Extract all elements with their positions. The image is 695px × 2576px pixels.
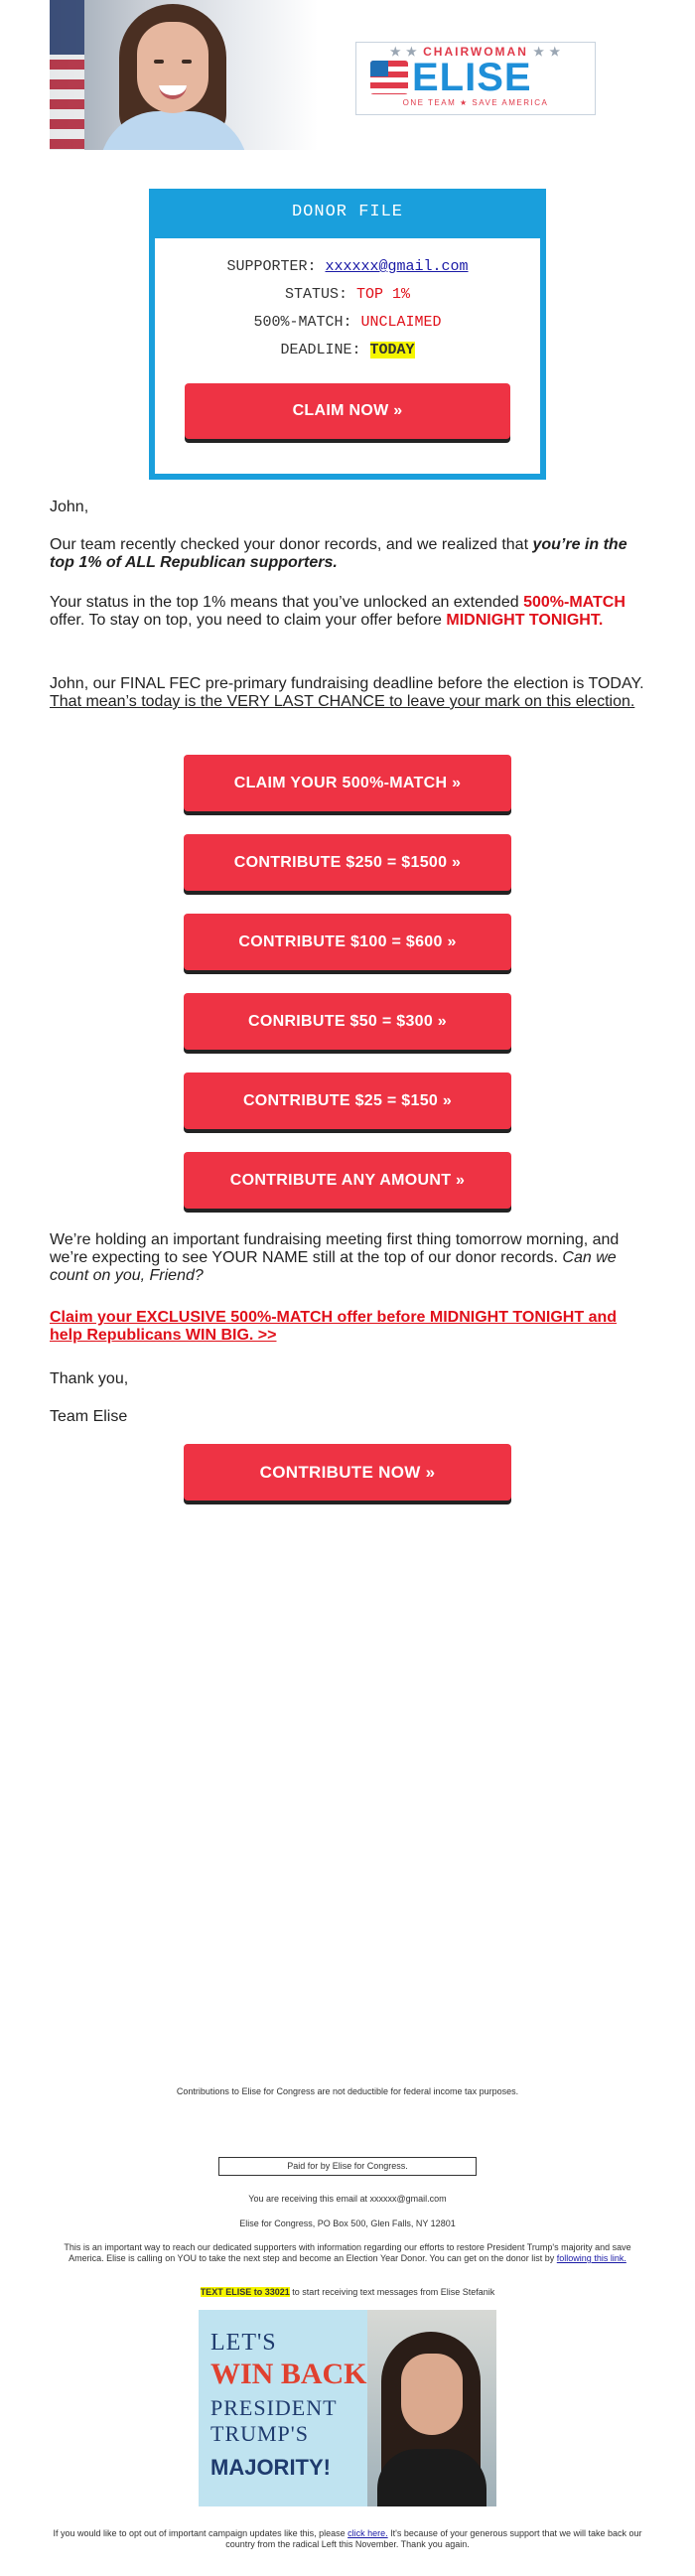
promo-line-2: WIN BACK	[210, 2358, 367, 2390]
email-container	[50, 0, 645, 2549]
promo-line-1: LET'S	[210, 2330, 277, 2356]
paragraph-4: We’re holding an important fundraising meeting first thing tomorrow morning, and we’re expecting to see YOUR NAME still at the top of our donor records. Can we count on you, Friend?	[50, 1231, 620, 1284]
promo-line-3: PRESIDENT	[210, 2395, 338, 2420]
deadline-row: DEADLINE: TODAY	[280, 342, 415, 358]
logo-name: ELISE	[412, 56, 532, 99]
flag-icon	[370, 61, 408, 94]
tax-disclaimer: Contributions to Elise for Congress are not deductible for federal income tax purposes.	[176, 2086, 519, 2096]
contribute-50-button[interactable]: CONRIBUTE $50 = $300 »	[184, 993, 511, 1050]
claim-now-button[interactable]: CLAIM NOW »	[185, 383, 510, 439]
claim-match-button[interactable]: CLAIM YOUR 500%-MATCH »	[184, 755, 511, 811]
text-keyword: TEXT ELISE to 33021	[200, 2287, 290, 2297]
donor-file-box	[149, 189, 546, 480]
supporter-email-link[interactable]: xxxxxx@gmail.com	[325, 258, 469, 275]
donor-list-link[interactable]: following this link.	[556, 2253, 626, 2263]
paragraph-1: Our team recently checked your donor records, and we realized that you’re in the top 1% of ALL Republican supporters.	[50, 536, 627, 571]
promo-candidate-photo	[367, 2310, 496, 2506]
match-row: 500%-MATCH: UNCLAIMED	[253, 314, 442, 331]
text-signup: TEXT ELISE to 33021 to start receiving text messages from Elise Stefanik	[200, 2287, 495, 2297]
promo-banner[interactable]	[199, 2310, 496, 2506]
donor-file-title: DONOR FILE	[291, 203, 404, 221]
logo-tagline: ONE TEAM ★ SAVE AMERICA	[402, 98, 549, 107]
flag-backdrop	[50, 0, 84, 150]
mailing-address: Elise for Congress, PO Box 500, Glen Falls, NY 12801	[239, 2218, 456, 2228]
deadline-value: TODAY	[369, 342, 415, 358]
contribute-250-button[interactable]: CONTRIBUTE $250 = $1500 »	[184, 834, 511, 891]
paragraph-2: Your status in the top 1% means that you’ve unlocked an extended 500%-MATCH offer. To stay on top, you need to claim your offer before MIDNIGHT TONIGHT.	[50, 594, 626, 629]
contribute-25-button[interactable]: CONTRIBUTE $25 = $150 »	[184, 1073, 511, 1129]
signoff-text: Team Elise	[50, 1408, 128, 1425]
optout-notice: If you would like to opt out of important campaign updates like this, please click here. It's because of your generous support that we will take back our country from the radical Left this November. Thank you again.	[53, 2528, 642, 2549]
promo-line-4: TRUMP'S	[210, 2421, 309, 2446]
claim-offer-link[interactable]: Claim your EXCLUSIVE 500%-MATCH offer before MIDNIGHT TONIGHT and help Republicans WIN BIG. >>	[50, 1309, 618, 1344]
contribute-100-button[interactable]: CONTRIBUTE $100 = $600 »	[184, 914, 511, 970]
paid-for-box: Paid for by Elise for Congress.	[218, 2157, 477, 2176]
paragraph-3: John, our FINAL FEC pre-primary fundraising deadline before the election is TODAY. That mean’s today is the VERY LAST CHANCE to leave your mark on this election.	[50, 675, 644, 710]
email-header	[50, 0, 645, 150]
thanks-text: Thank you,	[50, 1370, 129, 1387]
important-notice: This is an important way to reach our dedicated supporters with information regarding our efforts to restore President Trump's majority and save America. Elise is calling on YOU to take the next step and become an Election Year Donor. You can get on the donor list by following this link.	[64, 2242, 631, 2263]
star-icon: ★ ★	[533, 45, 562, 59]
match-value: UNCLAIMED	[360, 314, 442, 331]
donor-file-details	[155, 238, 540, 474]
contribute-now-button[interactable]: CONTRIBUTE NOW »	[184, 1444, 511, 1501]
candidate-photo	[50, 0, 318, 150]
contribute-any-button[interactable]: CONTRIBUTE ANY AMOUNT »	[184, 1152, 511, 1209]
campaign-logo	[355, 42, 596, 115]
logo-top-text: CHAIRWOMAN	[423, 45, 528, 59]
greeting: John,	[50, 499, 89, 515]
status-value: TOP 1%	[356, 286, 411, 303]
receiving-email-text: You are receiving this email at xxxxxx@gmail.com	[248, 2194, 447, 2204]
star-icon: ★ ★	[389, 45, 418, 59]
supporter-row: SUPPORTER: xxxxxx@gmail.com	[226, 258, 469, 275]
status-row: STATUS: TOP 1%	[284, 286, 411, 303]
promo-line-5: MAJORITY!	[210, 2455, 331, 2480]
optout-link[interactable]: click here.	[348, 2528, 388, 2538]
